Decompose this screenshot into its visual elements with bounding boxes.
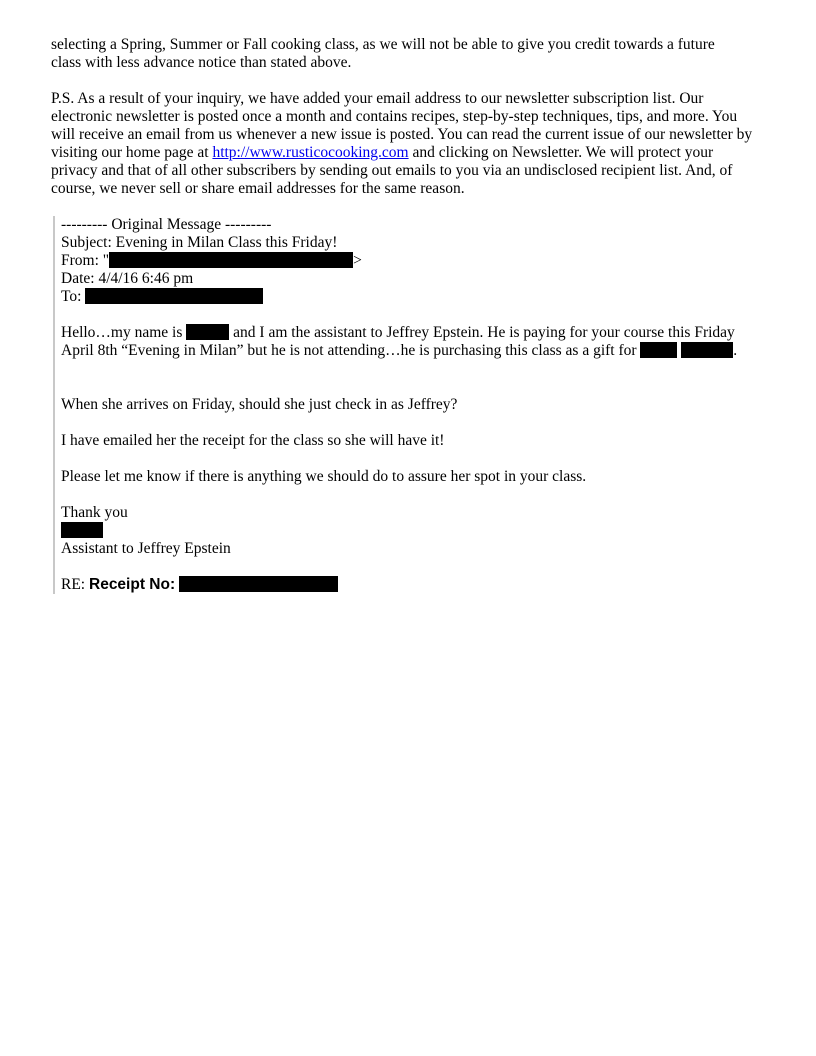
spacer xyxy=(61,306,763,324)
spacer xyxy=(61,414,763,432)
ps-paragraph xyxy=(51,90,763,198)
ps-text-before-link: P.S. As a result of your inquiry, we have added your email address to our newsletter subscription list. Our electronic newsletter is posted once a month and contains recipes, step-by-step techniques, tips, and more. You will receive an email from us whenever a new issue is posted. You can read the current issue of our newsletter by visiting our home page at xyxy=(51,90,753,161)
body1-middle: and I am the assistant to Jeffrey Epstein. He is paying for your course this Friday April 8th “Evening in Milan” but he is not attending…he is purchasing this class as a gift for xyxy=(61,324,735,359)
spacer xyxy=(61,450,763,468)
redacted-signature-name xyxy=(61,522,103,538)
redacted-recipient xyxy=(85,288,263,304)
redacted-sender xyxy=(109,252,353,268)
email-page xyxy=(51,36,763,594)
spacer xyxy=(61,558,763,576)
original-message-divider: --------- Original Message --------- xyxy=(61,216,272,233)
to-label: To: xyxy=(61,288,86,305)
original-date: Date: 4/4/16 6:46 pm xyxy=(61,270,194,287)
homepage-link[interactable]: http://www.rusticocooking.com xyxy=(212,144,409,161)
body-paragraph-2: When she arrives on Friday, should she just check in as Jeffrey? xyxy=(61,396,458,413)
intro-line-1: selecting a Spring, Summer or Fall cooking class, as we will not be able to give you credit towards a future xyxy=(51,36,715,53)
body1-end: . xyxy=(733,342,738,359)
signature-title: Assistant to Jeffrey Epstein xyxy=(61,540,231,557)
receipt-label: Receipt No: xyxy=(89,576,180,593)
signature-name xyxy=(61,522,763,540)
redacted-receipt-number xyxy=(179,576,338,592)
original-subject: Subject: Evening in Milan Class this Friday! xyxy=(61,234,338,251)
body-paragraph-1 xyxy=(61,324,763,360)
receipt-line xyxy=(61,576,763,594)
intro-line-2: class with less advance notice than stated above. xyxy=(51,54,352,71)
original-from xyxy=(61,252,763,270)
spacer xyxy=(61,486,763,504)
original-message-quote xyxy=(53,216,763,594)
body-paragraph-4: Please let me know if there is anything we should do to assure her spot in your class. xyxy=(61,468,587,485)
from-label: From: " xyxy=(61,252,110,269)
body-paragraph-3: I have emailed her the receipt for the class so she will have it! xyxy=(61,432,445,449)
spacer xyxy=(51,72,763,90)
body1-start: Hello…my name is xyxy=(61,324,187,341)
intro-paragraph xyxy=(51,36,763,72)
ps-text-after-link: and clicking on Newsletter. We will protect your privacy and that of all other subscribers by sending out emails to you via an undisclosed recipient list. And, of course, we never sell or share email addresses for the same reason. xyxy=(51,144,733,197)
from-end: > xyxy=(353,252,362,269)
redacted-gift-last-name xyxy=(681,342,733,358)
spacer xyxy=(61,378,763,396)
redacted-assistant-name xyxy=(186,324,229,340)
original-to xyxy=(61,288,763,306)
spacer xyxy=(61,360,763,378)
redacted-gift-first-name xyxy=(640,342,677,358)
signature-thanks: Thank you xyxy=(61,504,128,521)
re-label: RE: xyxy=(61,576,89,593)
spacer xyxy=(51,198,763,216)
